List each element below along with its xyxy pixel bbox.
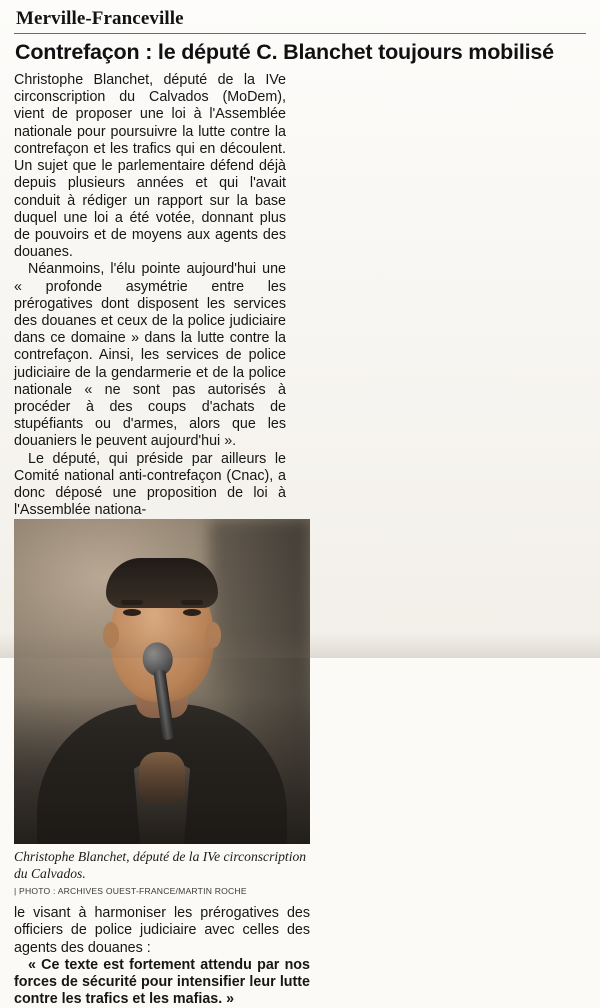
left-column-body [14,72,286,519]
photo-credit: | PHOTO : ARCHIVES OUEST-FRANCE/MARTIN ROCHE [14,886,247,897]
article-headline: Contrefaçon : le député C. Blanchet toujours mobilisé [15,40,554,64]
paragraph: le visant à harmoniser les prérogatives des officiers de police judiciaire avec celles des agents des douanes : [14,905,310,956]
photo-vignette [14,695,310,845]
subject-eyebrow-left [121,600,143,605]
article-photo [14,519,310,844]
paragraph: Christophe Blanchet, député de la IVe circonscription du Calvados (MoDem), vient de proposer une loi à l'Assemblée nationale pour poursuivre la lutte contre la contrefaçon et les trafics qui en découlent. Un sujet que le parlementaire défend déjà depuis plusieurs années et qui l'avait conduit à rédiger un rapport sur la base duquel une loi a été votée, donnant plus de pouvoirs et de moyens aux agents des douanes. [14,72,286,261]
paragraph: Néanmoins, l'élu pointe aujourd'hui une « profonde asymétrie entre les prérogatives dont disposent les services des douanes et ceux de la police judiciaire dans ce domaine » dans la lutte contre la contrefaçon. Ainsi, les services de police judiciaire de la gendarmerie et de la police nationale « ne sont pas autorisés à procéder à des coups d'achats de stupéfiants ou d'armes, alors que les douaniers le peuvent aujourd'hui ». [14,261,286,450]
subject-eye-right [183,609,201,616]
paragraph: Le député, qui préside par ailleurs le Comité national anti-contrefaçon (Cnac), a donc déposé une proposition de loi à l'Assemblée nationa- [14,450,286,519]
article-columns [14,72,586,1008]
subject-eye-left [123,609,141,616]
left-column [14,72,286,519]
pull-quote: « Ce texte est fortement attendu par nos forces de sécurité pour intensifier leur lutte contre les trafics et les mafias. » [14,956,310,1008]
subject-ear-left [103,622,119,648]
article-kicker: Merville-Franceville [16,8,184,29]
subject-ear-right [205,622,221,648]
header-divider [14,33,586,34]
photo-caption: Christophe Blanchet, député de la IVe circonscription du Calvados. [14,849,307,881]
right-column [14,519,310,1008]
right-column-body [14,905,310,1008]
subject-eyebrow-right [181,600,203,605]
